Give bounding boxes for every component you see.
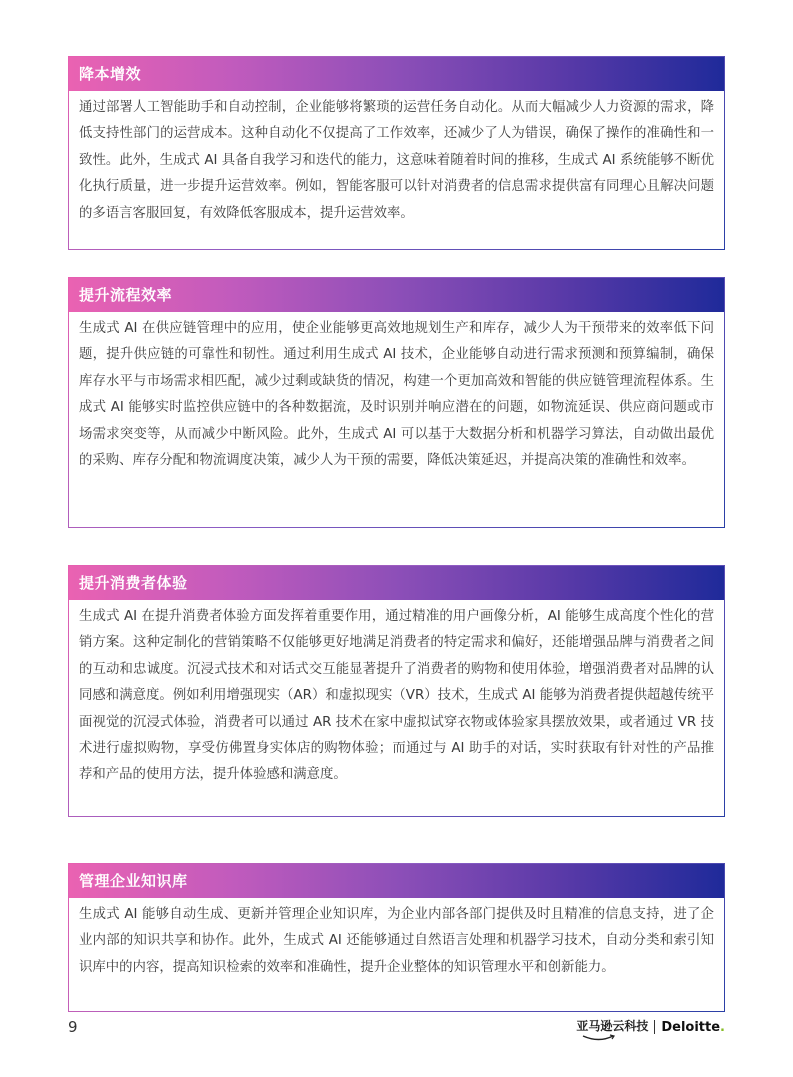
amazon-smile-icon xyxy=(582,1034,616,1042)
section-card-consumer-experience xyxy=(68,565,725,817)
deloitte-logo xyxy=(661,1020,725,1035)
section-body: 生成式 AI 在提升消费者体验方面发挥着重要作用，通过精准的用户画像分析，AI 能够生成高度个性化的营销方案。这种定制化的营销策略不仅能够更好地满足消费者的特定需求和偏好，还能增强品牌与消费者之间的互动和忠诚度。沉浸式技术和对话式交互能显著提升了消费者的购物和使用体验，增强消费者对品牌的认同感和满意度。例如利用增强现实（AR）和虚拟现实（VR）技术，生成式 AI 能够为消费者提供超越传统平面视觉的沉浸式体验，消费者可以通过 AR 技术在家中虚拟试穿衣物或体验家具摆放效果，或者通过 VR 技术进行虚拟购物，享受仿佛置身实体店的购物体验；而通过与 AI 助手的对话，实时获取有针对性的产品推荐和产品的使用方法，提升体验感和满意度。 xyxy=(79,609,714,783)
section-title: 管理企业知识库 xyxy=(69,864,724,898)
logo-divider xyxy=(654,1020,655,1034)
section-body: 生成式 AI 在供应链管理中的应用，使企业能够更高效地规划生产和库存，减少人为干预带来的效率低下问题，提升供应链的可靠性和韧性。通过利用生成式 AI 技术，企业能够自动进行需求预测和预算编制，确保库存水平与市场需求相匹配，减少过剩或缺货的情况，构建一个更加高效和智能的供应链管理流程体系。生成式 AI 能够实时监控供应链中的各种数据流，及时识别并响应潜在的问题，如物流延误、供应商问题或市场需求突变等，从而减少中断风险。此外，生成式 AI 可以基于大数据分析和机器学习算法，自动做出最优的采购、库存分配和物流调度决策，减少人为干预的需要，降低决策延迟，并提高决策的准确性和效率。 xyxy=(79,321,714,469)
section-title: 降本增效 xyxy=(69,57,724,91)
section-title: 提升流程效率 xyxy=(69,278,724,312)
section-card-cost-reduction xyxy=(68,56,725,250)
footer-logos xyxy=(576,1017,725,1037)
section-body: 生成式 AI 能够自动生成、更新并管理企业知识库，为企业内部各部门提供及时且精准的信息支持，进了企业内部的知识共享和协作。此外，生成式 AI 还能够通过自然语言处理和机器学习技术，自动分类和索引知识库中的内容，提高知识检索的效率和准确性，提升企业整体的知识管理水平和创新能力。 xyxy=(79,907,714,975)
section-card-knowledge-base xyxy=(68,863,725,1012)
section-card-process-efficiency xyxy=(68,277,725,528)
amazon-logo-text: 亚马逊云科技 xyxy=(576,1019,649,1033)
amazon-logo xyxy=(576,1017,648,1037)
deloitte-logo-text: Deloitte xyxy=(661,1019,721,1035)
deloitte-dot: . xyxy=(720,1019,725,1035)
section-body: 通过部署人工智能助手和自动控制，企业能够将繁琐的运营任务自动化。从而大幅减少人力资源的需求，降低支持性部门的运营成本。这种自动化不仅提高了工作效率，还减少了人为错误，确保了操作的准确性和一致性。此外，生成式 AI 具备自我学习和迭代的能力，这意味着随着时间的推移，生成式 AI 系统能够不断优化执行质量，进一步提升运营效率。例如，智能客服可以针对消费者的信息需求提供富有同理心且解决问题的多语言客服回复，有效降低客服成本，提升运营效率。 xyxy=(79,100,714,221)
section-title: 提升消费者体验 xyxy=(69,566,724,600)
page-number: 9 xyxy=(68,1018,78,1036)
